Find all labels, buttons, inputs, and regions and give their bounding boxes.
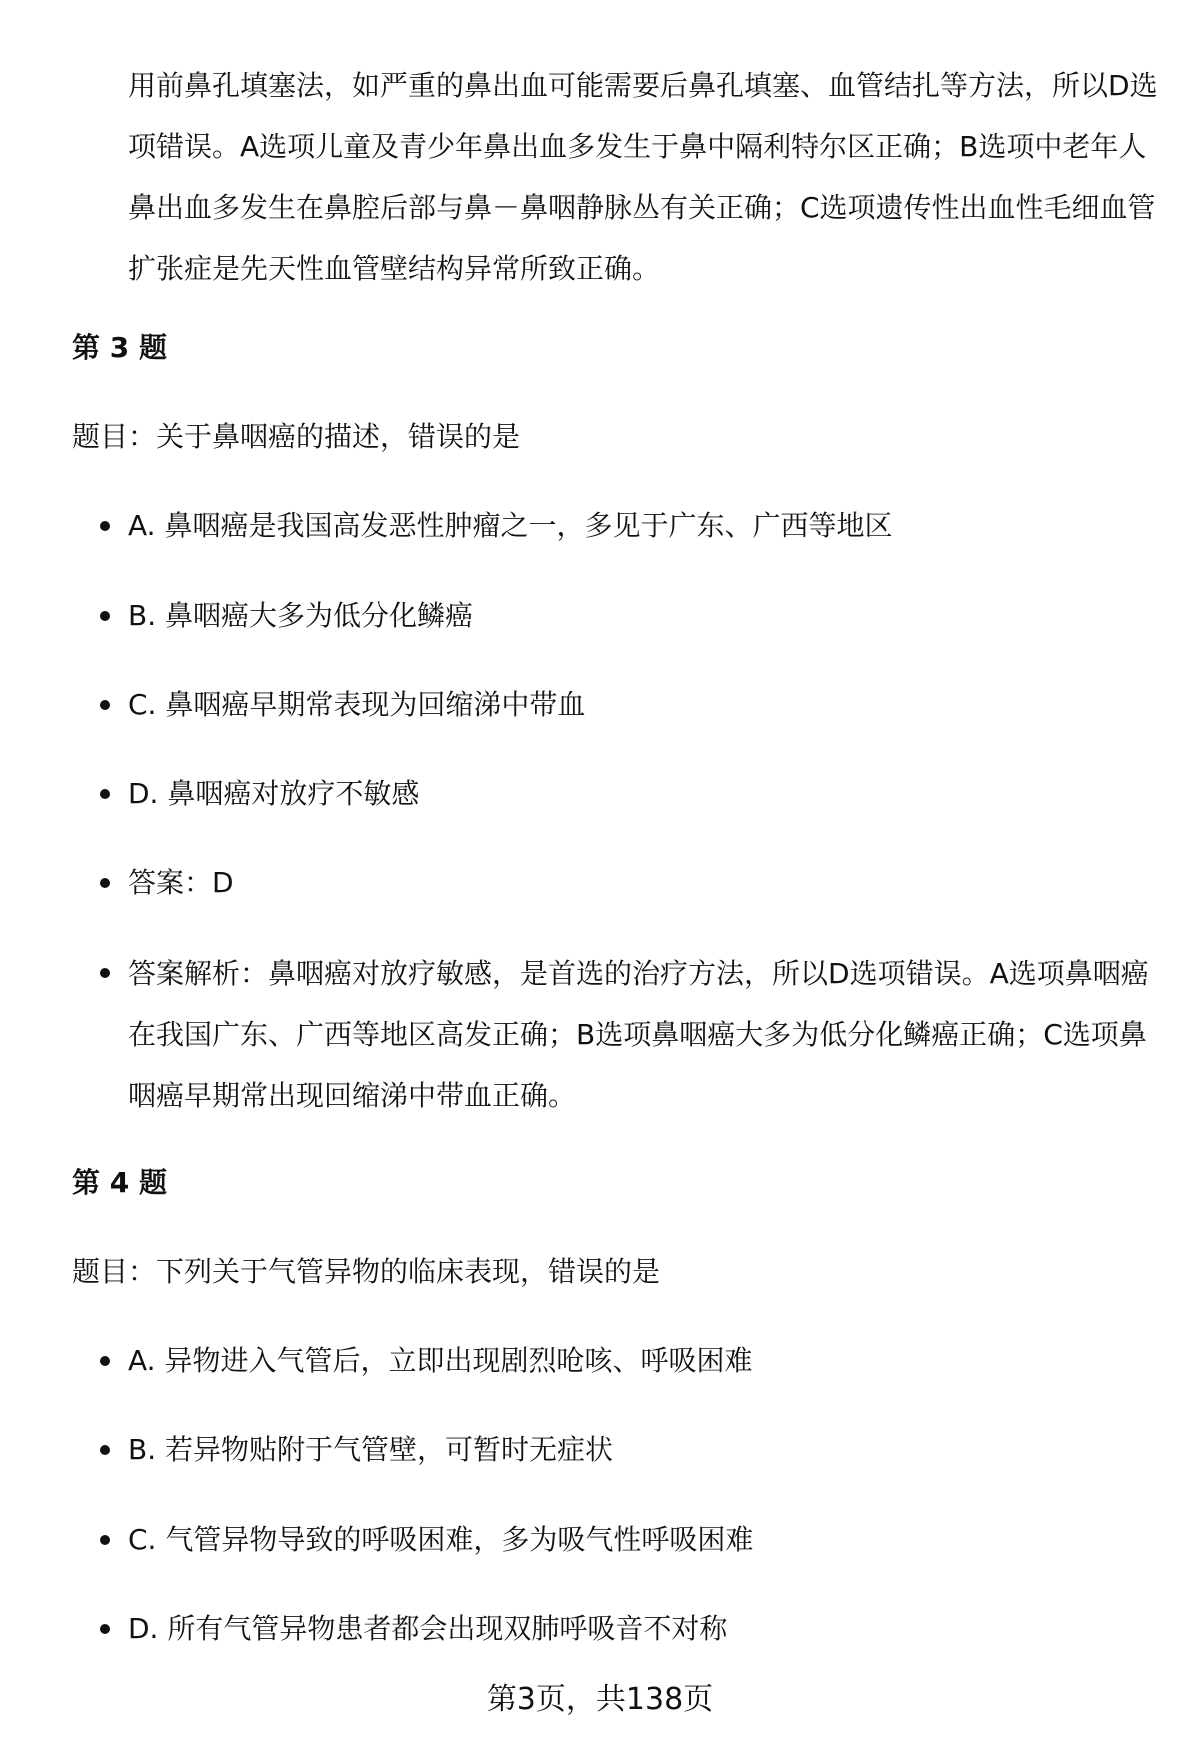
question-3-option-c: C. 鼻咽癌早期常表现为回缩涕中带血 [128, 688, 586, 721]
question-3-heading: 第 3 题 [72, 331, 167, 364]
page-number-footer: 第3页，共138页 [486, 1682, 714, 1717]
question-4-heading: 第 4 题 [72, 1166, 167, 1199]
question-3-option-b: B. 鼻咽癌大多为低分化鳞癌 [128, 599, 474, 632]
bullet-icon [100, 611, 110, 621]
bullet-icon [100, 521, 110, 531]
bullet-icon [100, 1356, 110, 1366]
question-3-option-a: A. 鼻咽癌是我国高发恶性肿瘤之一，多见于广东、广西等地区 [128, 509, 893, 542]
question-4-option-b: B. 若异物贴附于气管壁，可暂时无症状 [128, 1433, 614, 1466]
question-3-answer: 答案：D [128, 866, 234, 899]
question-4-text: 题目：下列关于气管异物的临床表现，错误的是 [72, 1255, 661, 1288]
bullet-icon [100, 1624, 110, 1634]
question-3-option-d: D. 鼻咽癌对放疗不敏感 [128, 777, 420, 810]
question-4-option-c: C. 气管异物导致的呼吸困难，多为吸气性呼吸困难 [128, 1523, 754, 1556]
question-3-text: 题目：关于鼻咽癌的描述，错误的是 [72, 420, 521, 453]
bullet-icon [100, 1535, 110, 1545]
bullet-icon [100, 1445, 110, 1455]
bullet-icon [100, 700, 110, 710]
question-4-option-a: A. 异物进入气管后，立即出现剧烈呛咳、呼吸困难 [128, 1344, 753, 1377]
bullet-icon [100, 968, 110, 978]
bullet-icon [100, 878, 110, 888]
question-4-option-d: D. 所有气管异物患者都会出现双肺呼吸音不对称 [128, 1612, 728, 1645]
continued-explanation-paragraph: 用前鼻孔填塞法，如严重的鼻出血可能需要后鼻孔填塞、血管结扎等方法，所以D选项错误。A选项儿童及青少年鼻出血多发生于鼻中隔利特尔区正确；B选项中老年人鼻出血多发生在鼻腔后部与鼻－鼻咽静脉丛有关正确；C选项遗传性出血性毛细血管扩张症是先天性血管壁结构异常所致正确。 [128, 69, 1158, 285]
bullet-icon [100, 789, 110, 799]
question-3-explanation: 答案解析：鼻咽癌对放疗敏感，是首选的治疗方法，所以D选项错误。A选项鼻咽癌在我国广东、广西等地区高发正确；B选项鼻咽癌大多为低分化鳞癌正确；C选项鼻咽癌早期常出现回缩涕中带血正确。 [128, 957, 1149, 1112]
